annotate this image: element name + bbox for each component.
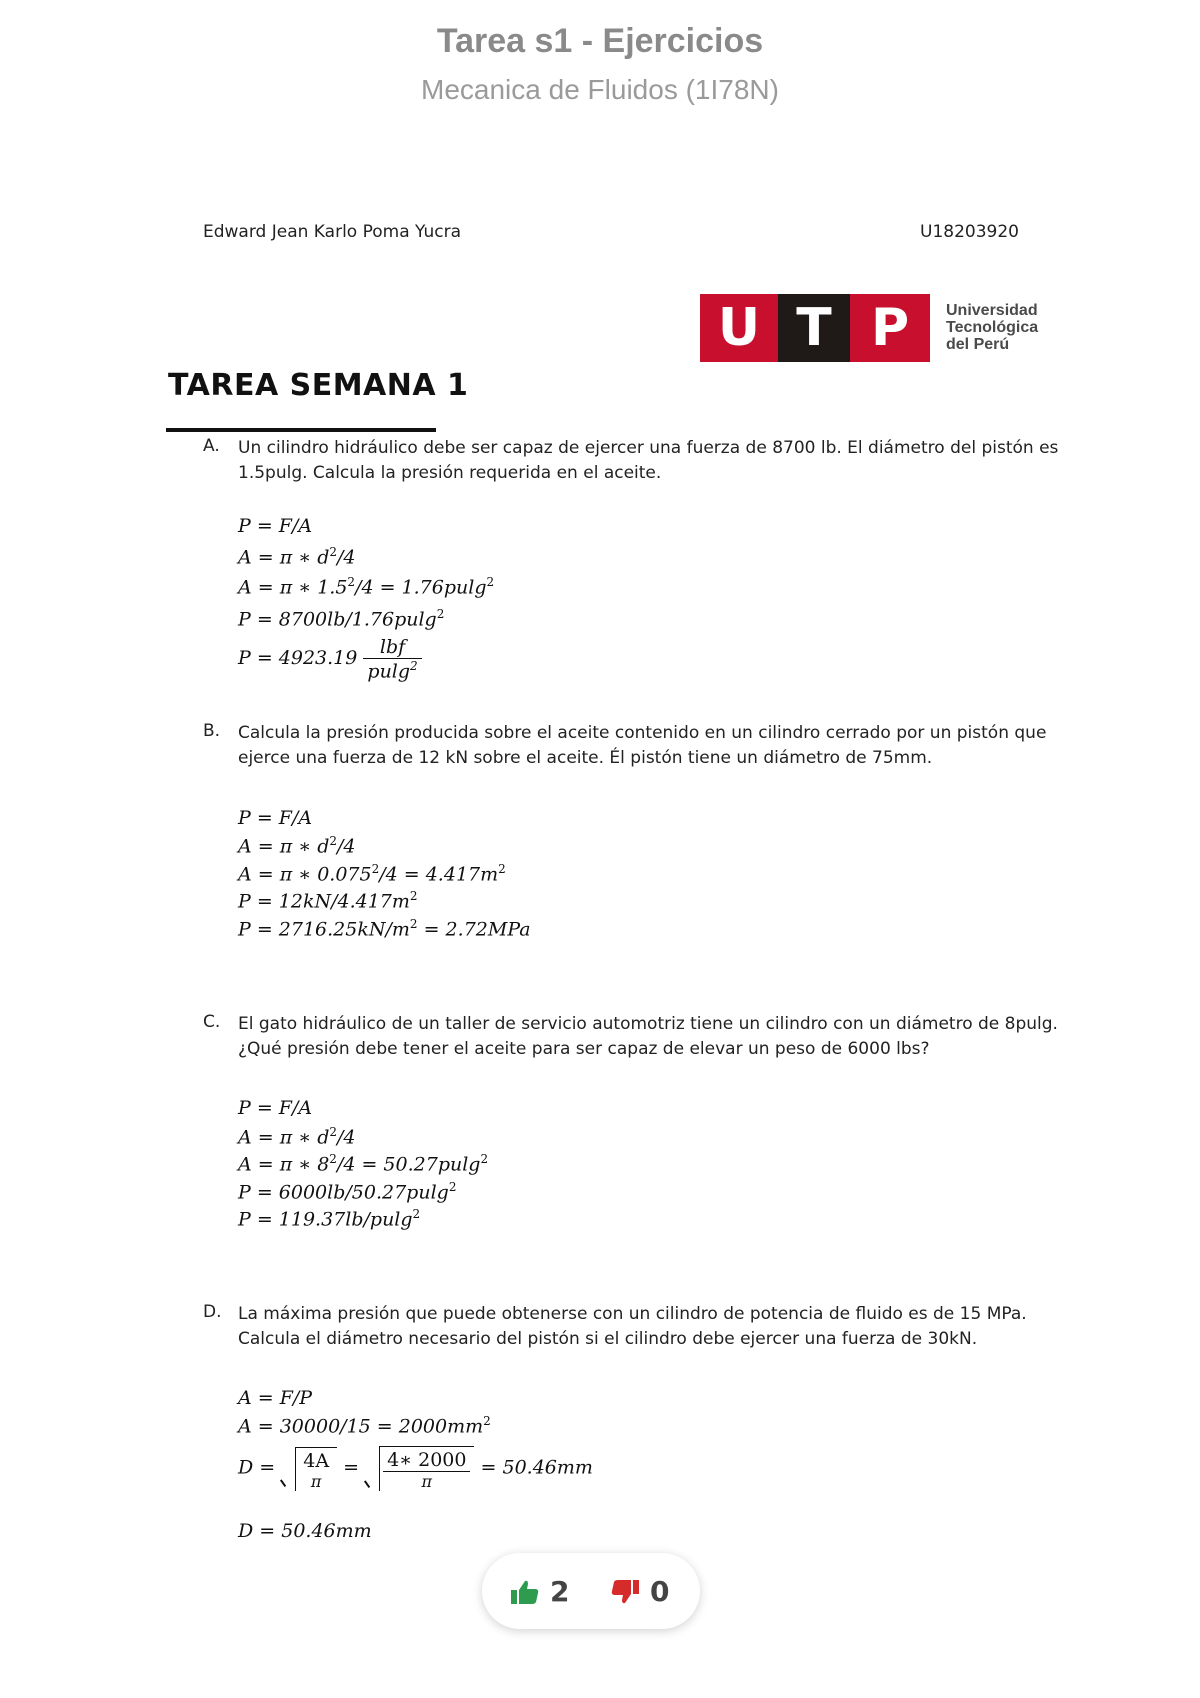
question-line: 1.5pulg. Calcula la presión requerida en el aceite. — [238, 463, 662, 483]
equation-a5: P = 4923.19 $\frac{\text{lbf}}{pulg^2}$ — [238, 636, 422, 682]
equation-d4: D = 50.46mm — [238, 1520, 372, 1542]
equation-c3: A = π ∗ $8^2/4 = 50.27pulg^2$ — [238, 1152, 489, 1176]
equation-b1: P = F/A — [238, 807, 313, 829]
equation-c1: P = F/A — [238, 1097, 313, 1119]
question-d-text — [238, 1302, 1068, 1352]
question-letter-b: B. — [203, 721, 221, 741]
question-line: El gato hidráulico de un taller de servicio automotriz tiene un cilindro con un diámetro de 8pulg. — [238, 1014, 1058, 1034]
section-heading: TAREA SEMANA 1 — [168, 368, 469, 403]
logo-text-line: Tecnológica — [946, 319, 1039, 336]
logo-letter-t: T — [778, 294, 850, 362]
student-id: U18203920 — [920, 222, 1019, 242]
dislike-count: 0 — [650, 1575, 670, 1608]
thumbs-up-icon — [510, 1578, 540, 1606]
question-line: ejerce una fuerza de 12 kN sobre el aceite. Él pistón tiene un diámetro de 75mm. — [238, 748, 933, 768]
logo-letter-u: U — [700, 294, 778, 362]
like-button[interactable] — [510, 1553, 569, 1629]
square-root: 4A π — [281, 1447, 337, 1491]
fraction: $\frac{\text{lbf}}{pulg^2}$ — [363, 636, 421, 682]
equation-d3: D = 4A π = $\frac{4∗ 2000}{\pi}$ = 50.46mm — [238, 1446, 593, 1491]
document-subtitle: Mecanica de Fluidos (1I78N) — [421, 74, 779, 105]
thumbs-down-icon — [610, 1578, 640, 1606]
question-line: La máxima presión que puede obtenerse con un cilindro de potencia de fluido es de 15 MPa. — [238, 1304, 1027, 1324]
logo-text — [946, 302, 1056, 353]
question-b-text — [238, 721, 1068, 771]
question-line: ¿Qué presión debe tener el aceite para ser capaz de elevar un peso de 6000 lbs? — [238, 1039, 930, 1059]
equation-a1: P = F/A — [238, 515, 313, 537]
square-root: $\frac{4∗ 2000}{\pi}$ — [365, 1446, 474, 1491]
question-line: Un cilindro hidráulico debe ser capaz de ejercer una fuerza de 8700 lb. El diámetro del pistón es — [238, 438, 1059, 458]
question-line: Calcula el diámetro necesario del pistón si el cilindro debe ejercer una fuerza de 30kN. — [238, 1329, 978, 1349]
question-letter-c: C. — [203, 1012, 221, 1032]
equation-a3: A = π ∗ $1.5^2/4 = 1.76pulg^2$ — [238, 575, 495, 599]
question-a-text — [238, 436, 1068, 486]
equation-d2: $A = 30000/15 = 2000mm^2$ — [238, 1414, 491, 1438]
like-count: 2 — [550, 1575, 570, 1608]
question-c-text — [238, 1012, 1068, 1062]
equation-b4: $P = 12kN/4.417m^2$ — [238, 889, 418, 913]
document-title: Tarea s1 - Ejercicios — [436, 22, 764, 60]
equation-a4: P = 8700lb/1.76pulg$^2$ — [238, 607, 445, 631]
equation-c5: P = 119.37lb/pulg$^2$ — [238, 1207, 421, 1231]
question-letter-d: D. — [203, 1302, 222, 1322]
equation-b2: A = π ∗ $d^2/4$ — [238, 834, 356, 858]
dislike-button[interactable] — [610, 1553, 669, 1629]
student-name: Edward Jean Karlo Poma Yucra — [203, 222, 461, 242]
question-line: Calcula la presión producida sobre el aceite contenido en un cilindro cerrado por un pistón que — [238, 723, 1047, 743]
logo-text-line: Universidad — [946, 302, 1038, 319]
equation-c4: P = 6000lb/50.27pulg$^2$ — [238, 1180, 457, 1204]
equation-b5: $P = 2716.25kN/m^2 = 2.72MPa$ — [238, 917, 531, 941]
logo-letter-p: P — [850, 294, 930, 362]
equation-a2: A = π ∗ $d^2/4$ — [238, 545, 356, 569]
equation-c2: A = π ∗ $d^2/4$ — [238, 1125, 356, 1149]
utp-logo — [700, 294, 1052, 362]
equation-b3: A = π ∗ $0.075^2/4 = 4.417m^2$ — [238, 862, 506, 886]
question-letter-a: A. — [203, 436, 220, 456]
logo-text-line: del Perú — [946, 336, 1010, 353]
heading-underline — [166, 428, 436, 432]
equation-d1: A = F/P — [238, 1387, 313, 1409]
reactions-bar — [482, 1553, 700, 1629]
